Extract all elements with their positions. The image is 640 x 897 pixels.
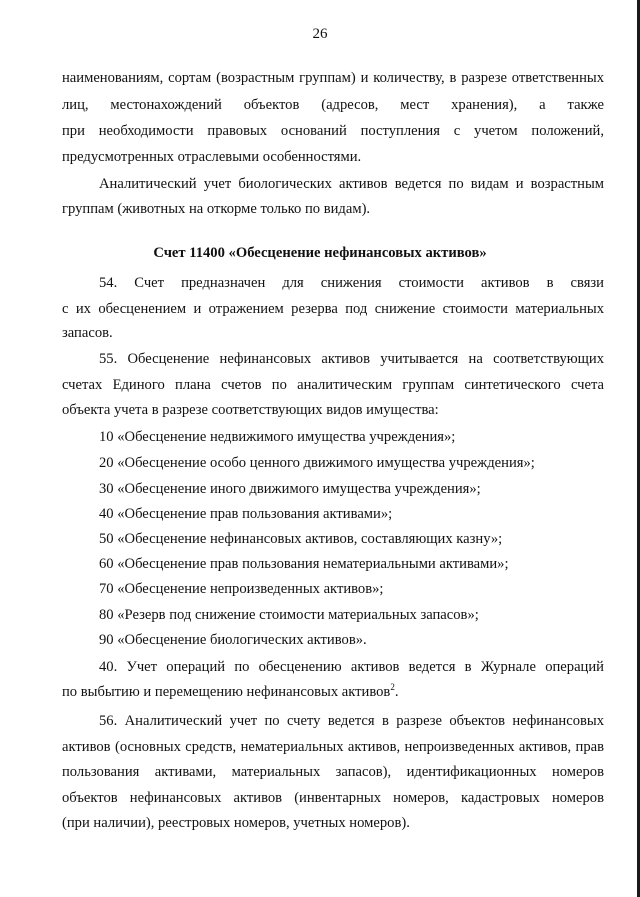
paragraph-text-end: . [394, 684, 399, 700]
paragraph-line: наименованиям, сортам (возрастным группам) и количеству, в разрезе ответственных [62, 70, 604, 86]
list-item: 90 «Обесценение биологических активов». [99, 632, 367, 648]
paragraph-line: активов (основных средств, нематериальных активов, непроизведенных активов, прав [62, 739, 604, 755]
paragraph-line: группам (животных на откорме только по видам). [62, 201, 371, 217]
list-item: 30 «Обесценение иного движимого имущества учреждения»; [99, 481, 481, 497]
paragraph-line: пользования активами, материальных запасов), идентификационных номеров [62, 764, 604, 780]
paragraph-line: 56. Аналитический учет по счету ведется в разрезе объектов нефинансовых [99, 713, 604, 729]
paragraph-line: объектов нефинансовых активов (инвентарных номеров, кадастровых номеров [62, 790, 604, 806]
list-item: 10 «Обесценение недвижимого имущества учреждения»; [99, 429, 456, 445]
paragraph-text: по выбытию и перемещению нефинансовых активов [62, 684, 391, 700]
paragraph-line: при необходимости правовых оснований поступления с учетом положений, [62, 123, 604, 139]
footnote-ref: 2 [390, 682, 395, 693]
list-item: 60 «Обесценение прав пользования нематериальными активами»; [99, 556, 509, 572]
list-item: 20 «Обесценение особо ценного движимого имущества учреждения»; [99, 455, 535, 471]
paragraph-line: (при наличии), реестровых номеров, учетных номеров). [62, 815, 410, 831]
paragraph-line: лиц, местонахождений объектов (адресов, мест хранения), а также [62, 97, 604, 113]
paragraph-line: Аналитический учет биологических активов ведется по видам и возрастным [99, 176, 604, 192]
list-item: 40 «Обесценение прав пользования активами»; [99, 506, 393, 522]
paragraph-line: запасов. [62, 325, 113, 341]
paragraph-line: счетах Единого плана счетов по аналитическим группам синтетического счета [62, 377, 604, 393]
paragraph-line: предусмотренных отраслевыми особенностями. [62, 149, 362, 165]
paragraph-line: 55. Обесценение нефинансовых активов учитывается на соответствующих [99, 351, 604, 367]
paragraph-line: с их обесценением и отражением резерва под снижение стоимости материальных [62, 301, 604, 317]
list-item: 70 «Обесценение непроизведенных активов»; [99, 581, 384, 597]
paragraph-line: 40. Учет операций по обесценению активов ведется в Журнале операций [99, 659, 604, 675]
section-heading: Счет 11400 «Обесценение нефинансовых активов» [153, 245, 487, 261]
paragraph-line: объекта учета в разрезе соответствующих видов имущества: [62, 402, 439, 418]
list-item: 80 «Резерв под снижение стоимости материальных запасов»; [99, 607, 479, 623]
page-number: 26 [312, 26, 328, 42]
paragraph-line [62, 683, 604, 701]
list-item: 50 «Обесценение нефинансовых активов, составляющих казну»; [99, 531, 503, 547]
paragraph-line: 54. Счет предназначен для снижения стоимости активов в связи [99, 275, 604, 291]
